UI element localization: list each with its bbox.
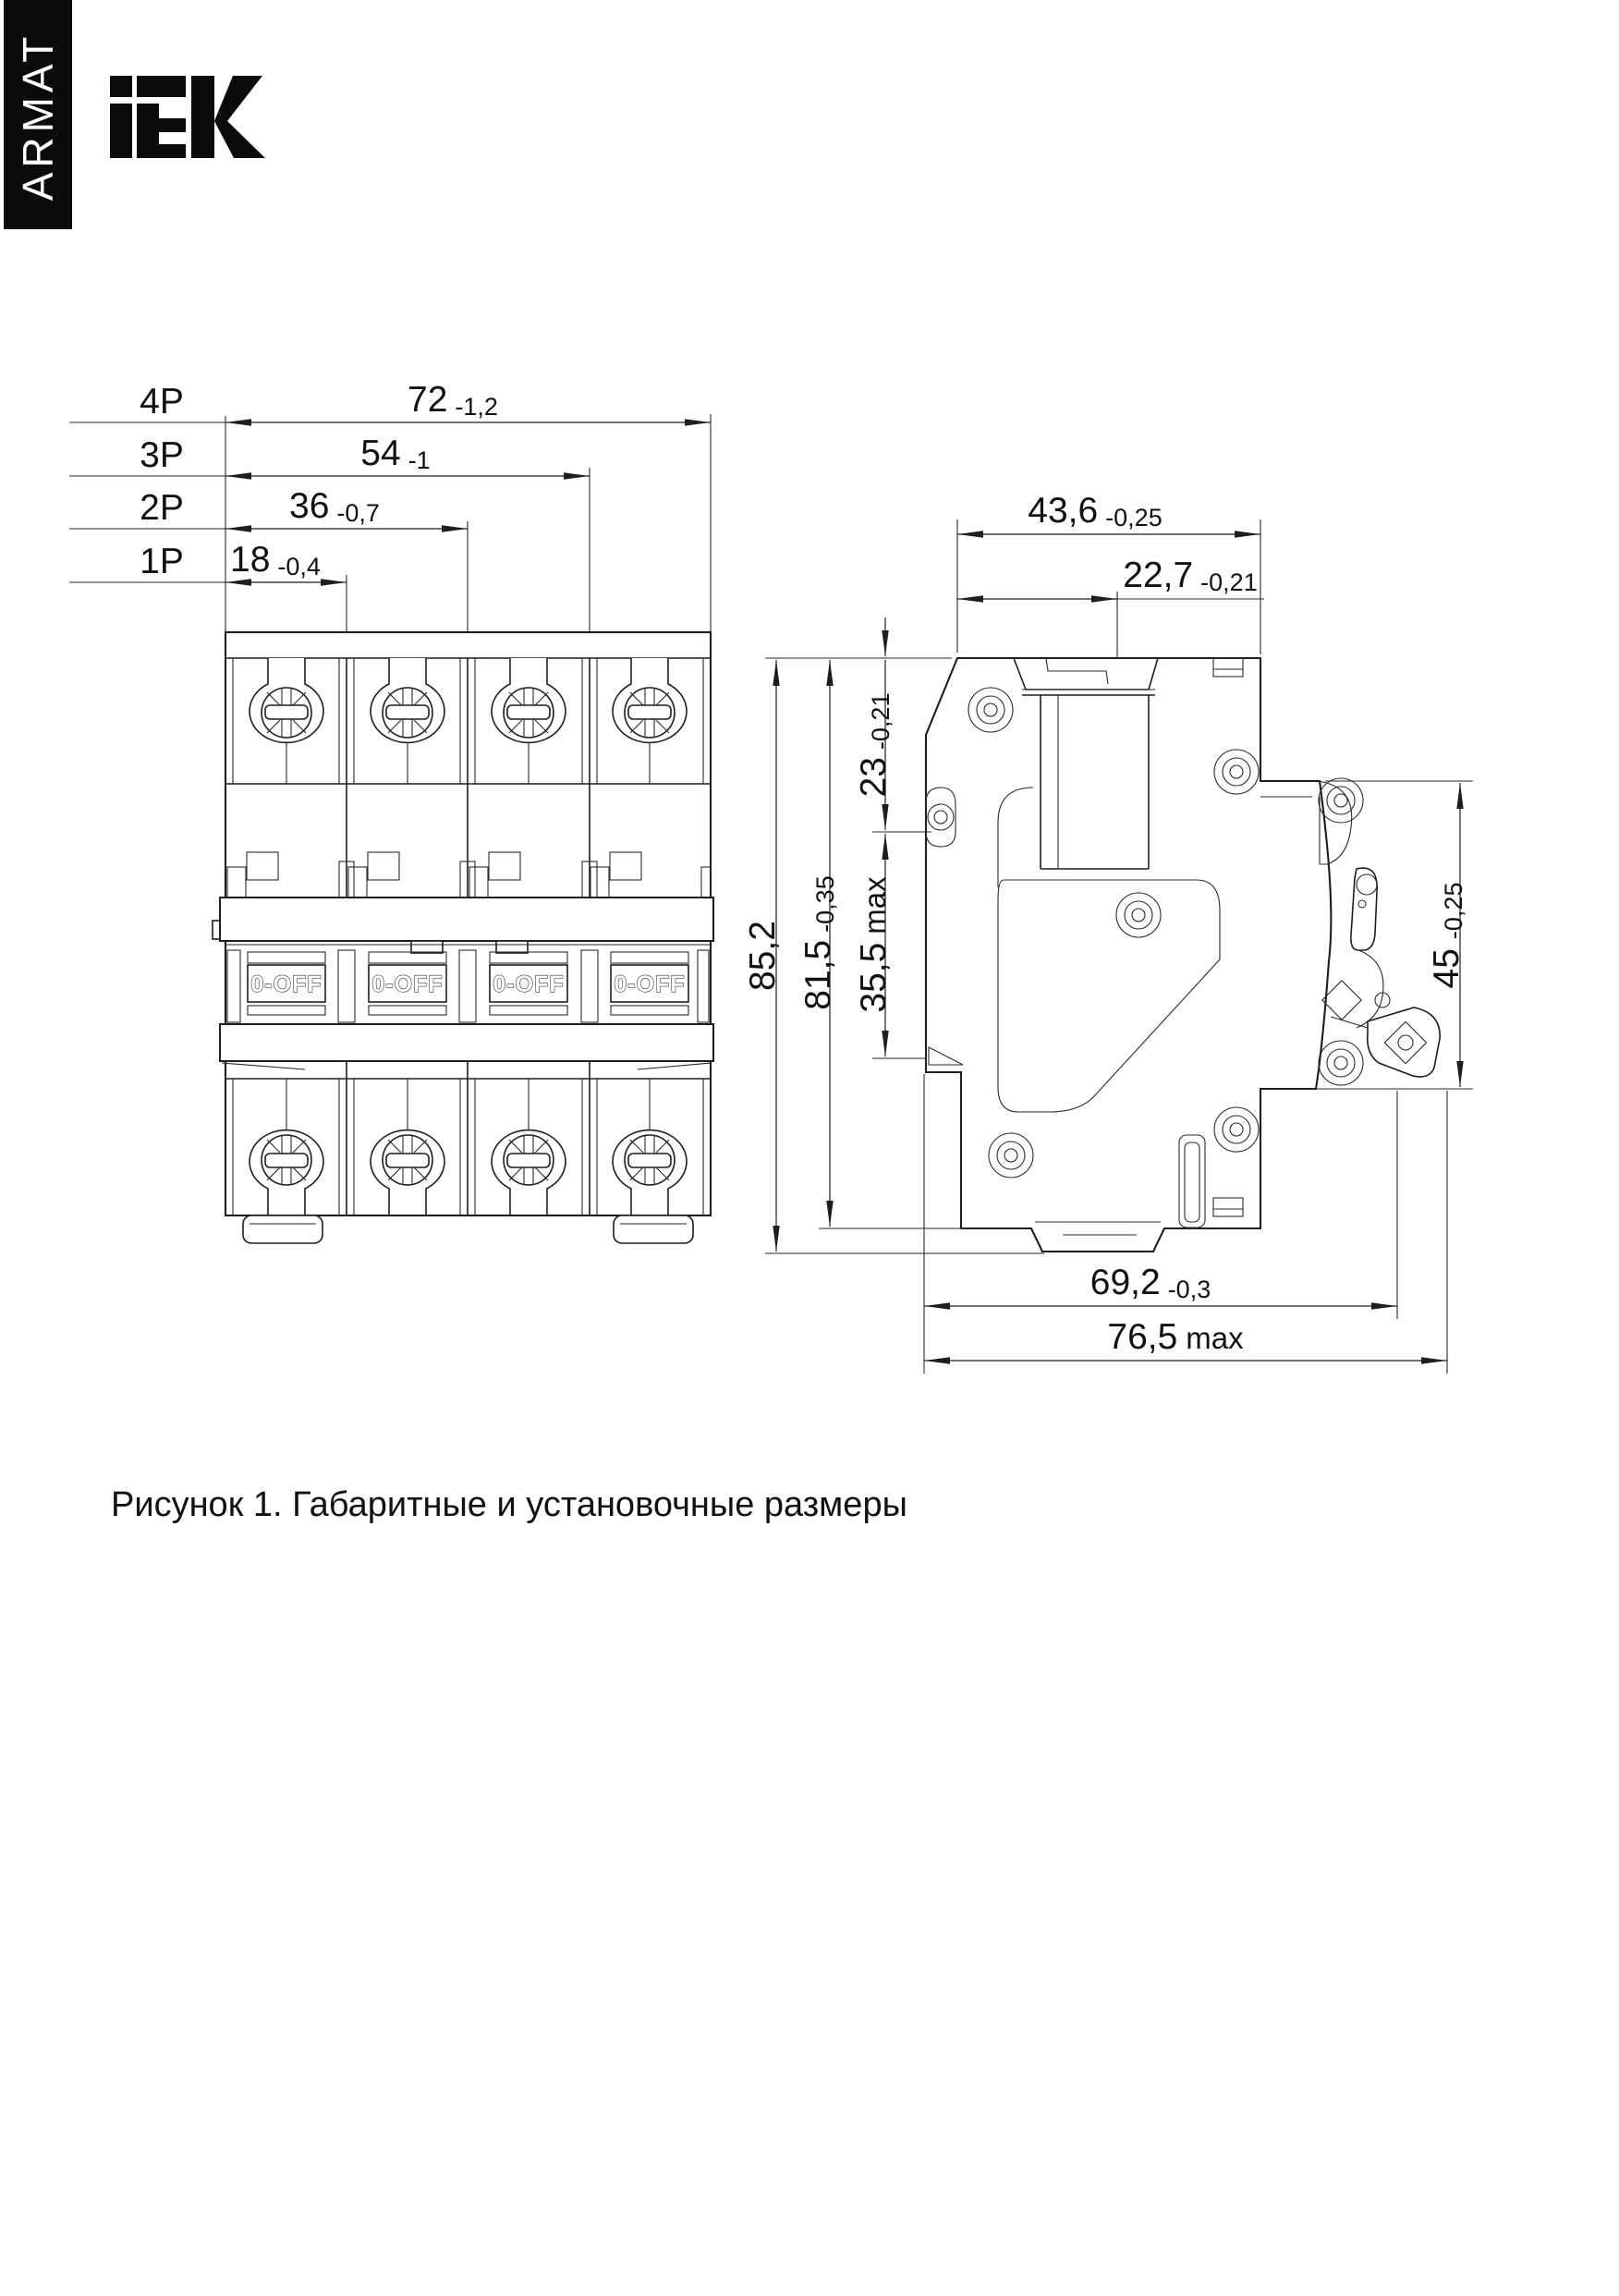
pole-label-4p: 4P [140,382,184,421]
dim-text-72: 72 -1,2 [408,380,498,421]
side-back-clips [1179,658,1243,1227]
rivet-icon [1214,1107,1259,1152]
dim-text-35-5: 35,5max [854,876,894,1013]
dim-22-7 [957,556,1264,658]
toggle-handles [225,945,711,1022]
dim-left-stack [743,617,1044,1253]
banner-product-line-label: ARMAT [14,31,62,202]
mechanism-cavity [926,788,1220,1112]
side-view [743,491,1473,1374]
screw-terminal-icon [250,658,323,742]
clip-pull-tab [1368,1008,1440,1077]
rivet-icon [1319,778,1363,823]
handle-position-label: 0-OFF [250,971,323,997]
dim-text-54: 54 -1 [360,434,431,474]
handle-position-label: 0-OFF [614,971,686,997]
dim-text-18: 18 -0,4 [230,540,321,580]
side-top-terminal [1014,658,1158,869]
handle-position-label: 0-OFF [371,971,444,997]
rail-latch-lever [1351,868,1377,950]
dim-text-43-6: 43,6 -0,25 [1028,491,1163,531]
front-pole-dimensions [69,380,711,632]
side-view-outline [926,658,1331,1252]
dim-text-85-2: 85,2 [743,921,783,991]
screw-terminal-icon [250,1130,323,1215]
iek-logo [110,76,265,158]
pivot-screw-icon [934,811,947,824]
pivot-screw-icon [928,804,954,830]
dim-text-81-5: 81,5-0,35 [798,875,839,1010]
toggle-handle [369,952,446,1015]
toggle-handle [611,952,688,1015]
handle-position-label: 0-OFF [493,971,565,997]
dim-bottom-stack [924,1074,1447,1374]
screw-terminal-icon [492,658,566,742]
dim-text-22-7: 22,7 -0,21 [1123,556,1258,596]
dim-text-69-2: 69,2 -0,3 [1089,1263,1211,1303]
rivet-icon [989,1133,1033,1178]
rivet-icon [1214,750,1259,794]
rivet-icon [968,688,1013,732]
product-banner [4,0,72,229]
latch-square-hole [1322,981,1361,1020]
toggle-handle [490,952,567,1015]
pole-label-2p: 2P [140,488,184,528]
front-latch-details [227,852,711,898]
lower-tie-bar [220,1024,713,1069]
screw-terminal-icon [492,1130,566,1215]
din-clip [243,1215,323,1243]
dim-text-23: 23-0,21 [854,692,895,798]
din-rail-clip-mechanism [1260,781,1440,1077]
front-step-wedge [929,1047,963,1065]
front-view [69,380,713,1243]
pole-label-1p: 1P [140,542,184,581]
rivet-icon [1319,1041,1363,1085]
screw-terminal-icon [371,1130,444,1215]
side-bottom-terminal [1035,1222,1161,1235]
screw-terminal-icon [613,1130,687,1215]
dim-text-45: 45-0,25 [1427,882,1467,989]
toggle-handle [248,952,325,1015]
din-clip [614,1215,693,1243]
dim-text-76-5: 76,5 max [1107,1317,1244,1357]
screw-terminal-icon [371,658,444,742]
rivet-icon [1116,893,1161,937]
pole-label-3p: 3P [140,435,184,475]
dim-text-36: 36 -0,7 [289,486,380,527]
screw-terminal-icon [613,658,687,742]
front-view-body [213,632,713,1243]
figure-caption: Рисунок 1. Габаритные и установочные размеры [111,1485,907,1524]
